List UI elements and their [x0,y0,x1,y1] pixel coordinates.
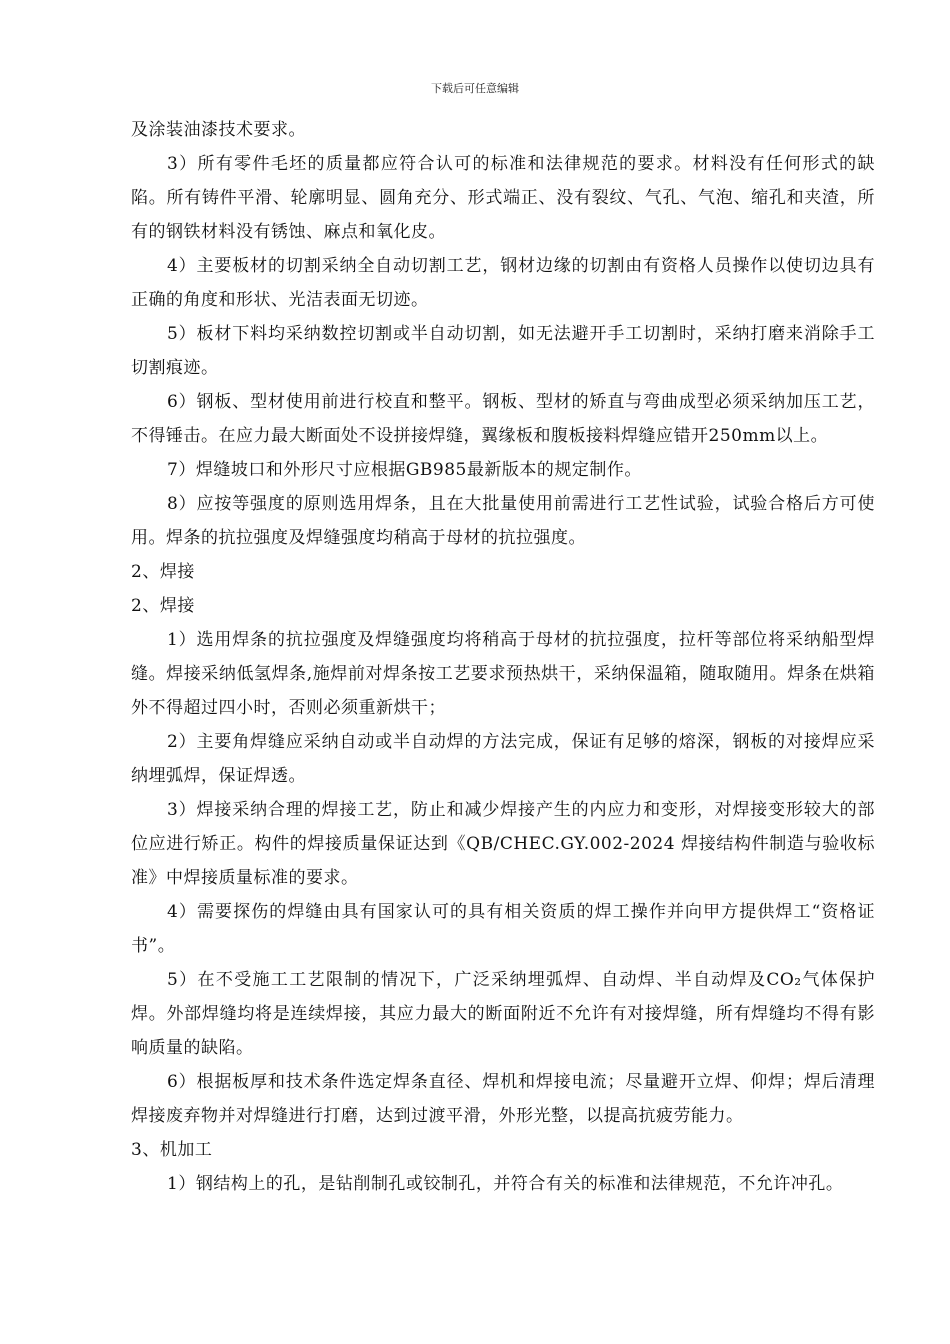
paragraph-welding-4: 4）需要探伤的焊缝由具有国家认可的具有相关资质的焊工操作并向甲方提供焊工“资格证书”。 [131,902,875,956]
section-heading-welding-repeat: 2、焊接 [131,596,195,616]
paragraph-machining-1: 1）钢结构上的孔，是钻削制孔或铰制孔，并符合有关的标准和法律规范，不允许冲孔。 [167,1174,844,1194]
section-heading-welding: 2、焊接 [131,562,195,582]
paragraph-item-4: 4）主要板材的切割采纳全自动切割工艺，钢材边缘的切割由有资格人员操作以使切边具有正确的角度和形状、光洁表面无切迹。 [131,256,875,310]
section-heading-machining: 3、机加工 [131,1140,213,1160]
paragraph-continuation: 及涂装油漆技术要求。 [131,120,306,140]
document-body [131,113,875,1201]
paragraph-welding-6: 6）根据板厚和技术条件选定焊条直径、焊机和焊接电流；尽量避开立焊、仰焊；焊后清理焊接废弃物并对焊缝进行打磨，达到过渡平滑，外形光整，以提高抗疲劳能力。 [131,1072,875,1126]
paragraph-welding-5: 5）在不受施工工艺限制的情况下，广泛采纳埋弧焊、自动焊、半自动焊及CO₂气体保护焊。外部焊缝均将是连续焊接，其应力最大的断面附近不允许有对接焊缝，所有焊缝均不得有影响质量的缺陷。 [131,970,875,1058]
paragraph-welding-1: 1）选用焊条的抗拉强度及焊缝强度均将稍高于母材的抗拉强度，拉杆等部位将采纳船型焊缝。焊接采纳低氢焊条,施焊前对焊条按工艺要求预热烘干，采纳保温箱，随取随用。焊条在烘箱外不得超过四小时，否则必须重新烘干； [131,630,875,718]
paragraph-welding-3: 3）焊接采纳合理的焊接工艺，防止和减少焊接产生的内应力和变形，对焊接变形较大的部位应进行矫正。构件的焊接质量保证达到《QB/CHEC.GY.002-2024 焊接结构件制造与验收标准》中焊接质量标准的要求。 [131,800,875,888]
paragraph-item-7: 7）焊缝坡口和外形尺寸应根据GB985最新版本的规定制作。 [167,460,642,480]
paragraph-item-3: 3）所有零件毛坯的质量都应符合认可的标准和法律规范的要求。材料没有任何形式的缺陷。所有铸件平滑、轮廓明显、圆角充分、形式端正、没有裂纹、气孔、气泡、缩孔和夹渣，所有的钢铁材料没有锈蚀、麻点和氧化皮。 [131,154,875,242]
paragraph-item-6: 6）钢板、型材使用前进行校直和整平。钢板、型材的矫直与弯曲成型必须采纳加压工艺，不得锤击。在应力最大断面处不设拼接焊缝，翼缘板和腹板接料焊缝应错开250mm以上。 [131,392,875,446]
paragraph-welding-2: 2）主要角焊缝应采纳自动或半自动焊的方法完成，保证有足够的熔深，钢板的对接焊应采纳埋弧焊，保证焊透。 [131,732,875,786]
paragraph-item-8: 8）应按等强度的原则选用焊条，且在大批量使用前需进行工艺性试验，试验合格后方可使用。焊条的抗拉强度及焊缝强度均稍高于母材的抗拉强度。 [131,494,875,548]
page-header: 下载后可任意编辑 [431,82,519,95]
paragraph-item-5: 5）板材下料均采纳数控切割或半自动切割，如无法避开手工切割时，采纳打磨来消除手工切割痕迹。 [131,324,875,378]
